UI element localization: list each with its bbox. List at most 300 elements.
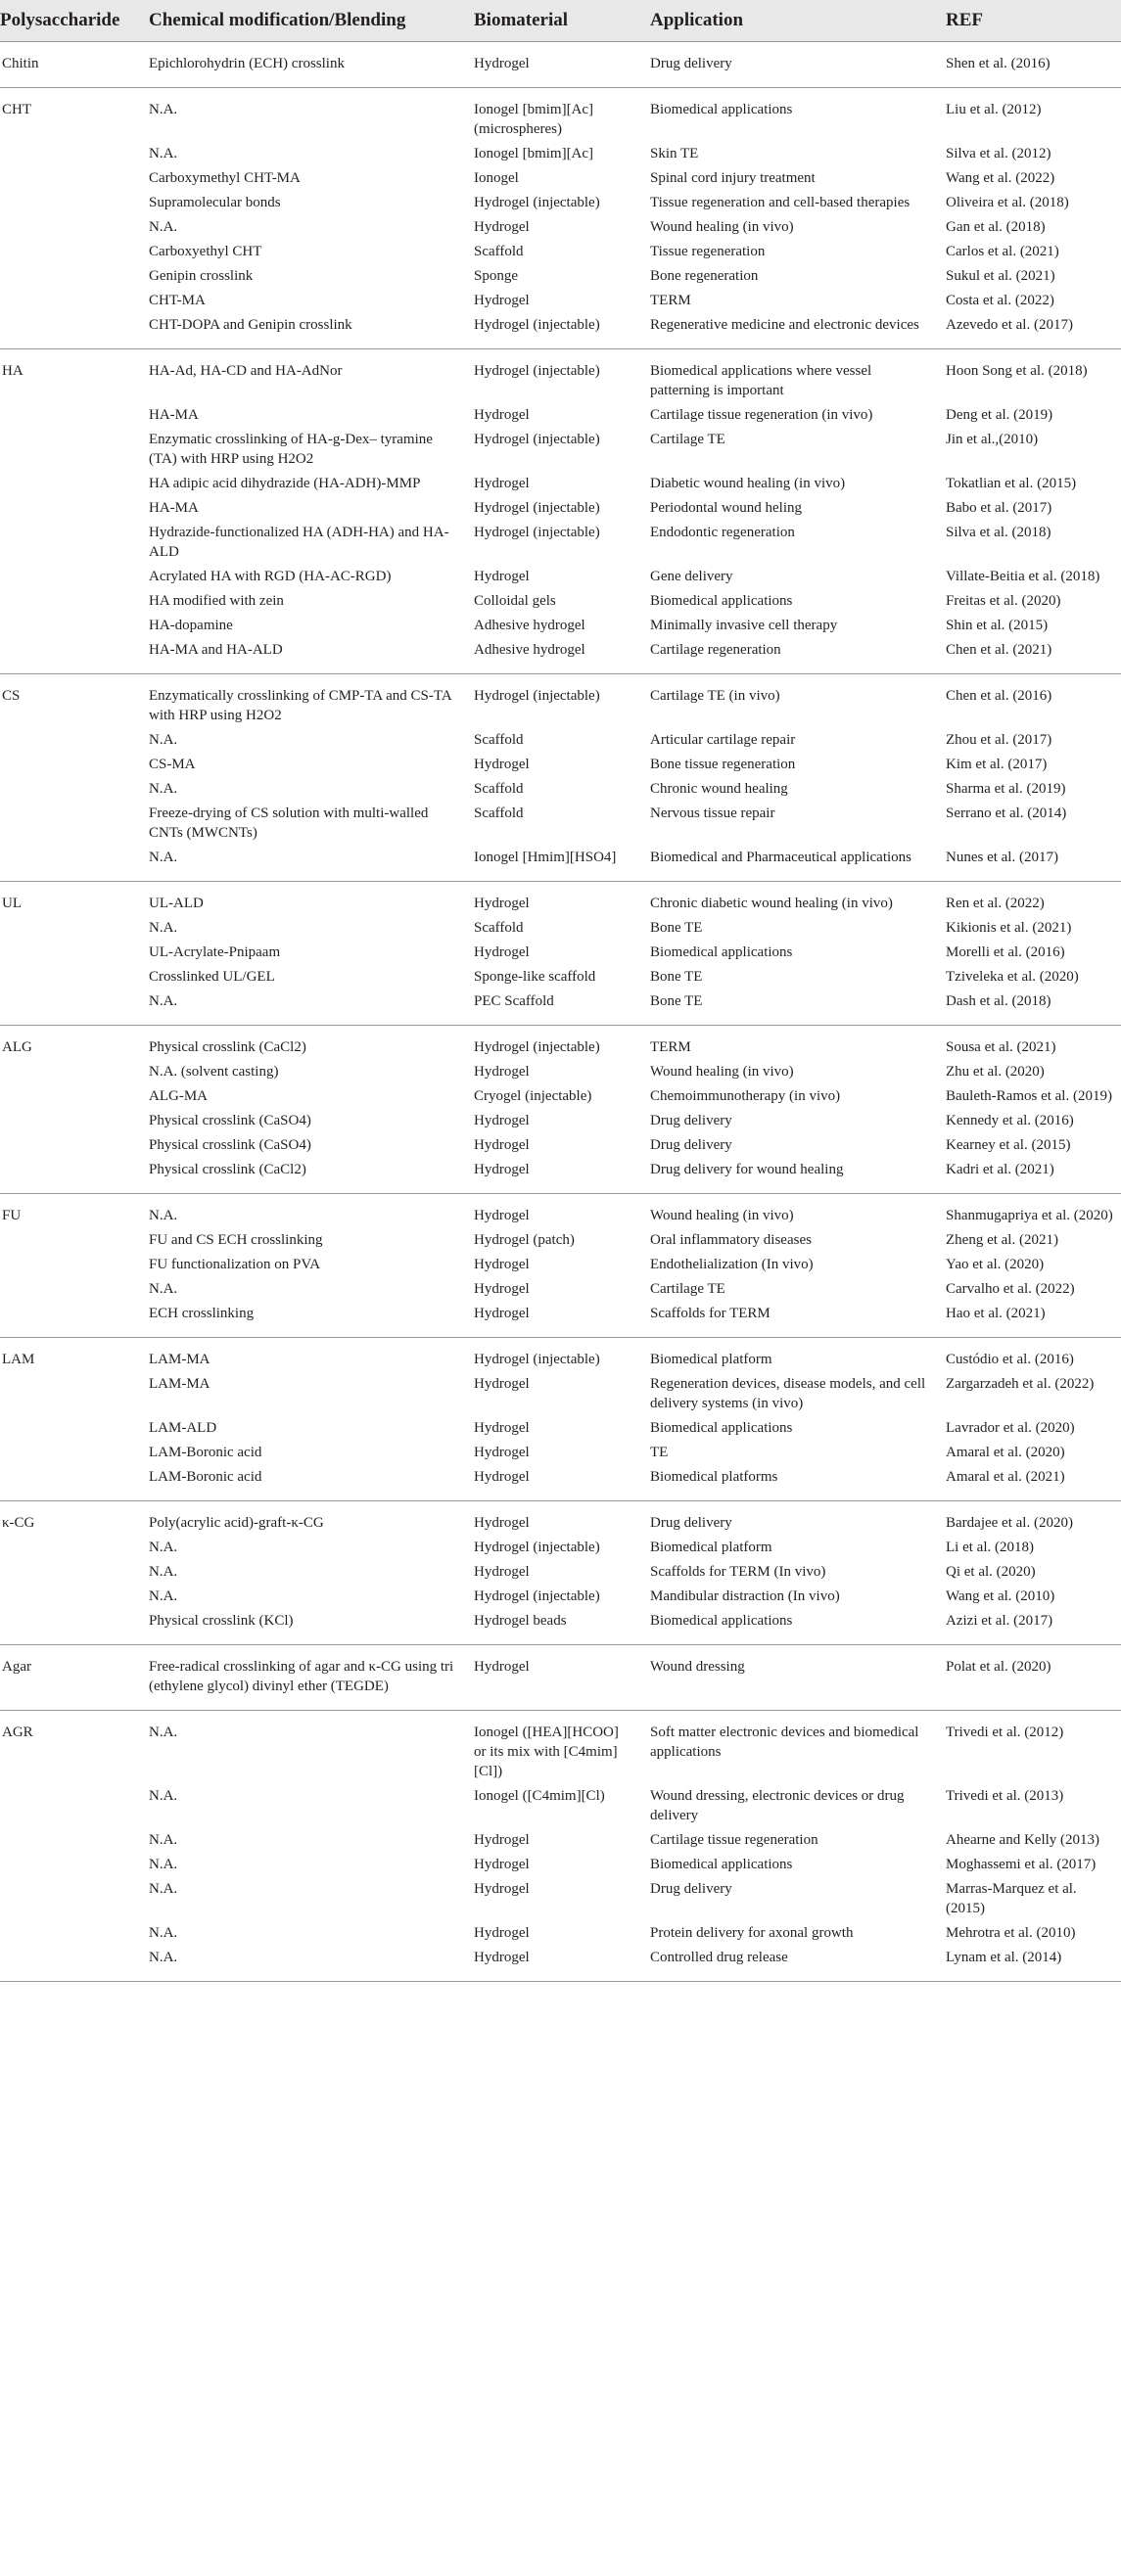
application-cell: TERM: [650, 293, 691, 308]
application-cell: Wound healing (in vivo): [650, 1208, 794, 1223]
biomaterial-cell: Hydrogel: [474, 1857, 530, 1872]
chemical-modification-cell: N.A.: [149, 920, 178, 936]
biomaterial-cell: Hydrogel (injectable): [474, 525, 600, 540]
polysaccharide-cell: HA: [2, 363, 23, 379]
table-row: [0, 589, 1121, 614]
biomaterial-cell: Hydrogel: [474, 1420, 530, 1436]
chemical-modification-cell: HA-Ad, HA-CD and HA-AdNor: [149, 363, 343, 379]
ref-cell: Zhou et al. (2017): [946, 732, 1052, 748]
table-row: [0, 965, 1121, 989]
header-chemical-modification: Chemical modification/Blending: [137, 0, 462, 42]
biomaterial-cell: Hydrogel: [474, 1257, 530, 1272]
ref-cell: Kikionis et al. (2021): [946, 920, 1072, 936]
table-row: [0, 349, 1121, 404]
polysaccharide-cell: LAM: [2, 1352, 35, 1367]
chemical-modification-cell: HA adipic acid dihydrazide (HA-ADH)-MMP: [149, 476, 421, 491]
polysaccharide-cell: [0, 403, 137, 428]
polysaccharide-cell: Chitin: [2, 56, 39, 71]
chemical-modification-cell: Genipin crosslink: [149, 268, 254, 284]
ref-cell: Serrano et al. (2014): [946, 805, 1067, 821]
chemical-modification-cell: FU and CS ECH crosslinking: [149, 1232, 323, 1248]
application-cell: Biomedical applications: [650, 1613, 793, 1629]
application-cell: TERM: [650, 1039, 691, 1055]
chemical-modification-cell: Carboxymethyl CHT-MA: [149, 170, 301, 186]
chemical-modification-cell: Poly(acrylic acid)-graft-κ-CG: [149, 1515, 324, 1531]
chemical-modification-cell: Carboxyethyl CHT: [149, 244, 262, 259]
polysaccharide-cell: [0, 1253, 137, 1277]
biomaterial-cell: Hydrogel (injectable): [474, 1540, 600, 1555]
biomaterial-cell: Hydrogel: [474, 896, 530, 911]
chemical-modification-cell: Physical crosslink (CaSO4): [149, 1137, 311, 1153]
polysaccharide-cell: AGR: [2, 1725, 33, 1740]
application-cell: Nervous tissue repair: [650, 805, 775, 821]
polysaccharide-cell: [0, 1828, 137, 1853]
application-cell: Bone TE: [650, 993, 703, 1009]
biomaterial-cell: Hydrogel: [474, 1469, 530, 1485]
polysaccharide-cell: [0, 496, 137, 521]
table-row: [0, 753, 1121, 777]
chemical-modification-cell: N.A.: [149, 850, 178, 865]
application-cell: Cartilage TE (in vivo): [650, 688, 780, 704]
chemical-modification-cell: Physical crosslink (CaCl2): [149, 1162, 306, 1177]
polysaccharide-cell: [0, 1109, 137, 1133]
polysaccharide-cell: [0, 1877, 137, 1921]
application-cell: Regenerative medicine and electronic devices: [650, 317, 919, 333]
polysaccharide-cell: [0, 565, 137, 589]
ref-cell: Moghassemi et al. (2017): [946, 1857, 1097, 1872]
chemical-modification-cell: LAM-Boronic acid: [149, 1445, 262, 1460]
ref-cell: Villate-Beitia et al. (2018): [946, 569, 1100, 584]
table-row: [0, 1946, 1121, 1982]
chemical-modification-cell: Freeze-drying of CS solution with multi-walled CNTs (MWCNTs): [149, 805, 429, 841]
application-cell: Biomedical applications: [650, 1857, 793, 1872]
ref-cell: Zargarzadeh et al. (2022): [946, 1376, 1095, 1392]
chemical-modification-cell: N.A.: [149, 1208, 178, 1223]
table-row: [0, 403, 1121, 428]
application-cell: Drug delivery: [650, 1881, 732, 1897]
chemical-modification-cell: UL-Acrylate-Pnipaam: [149, 944, 281, 960]
table-row: [0, 802, 1121, 846]
table-row: [0, 1585, 1121, 1609]
table-row: [0, 191, 1121, 215]
ref-cell: Wang et al. (2010): [946, 1588, 1055, 1604]
header-biomaterial: Biomaterial: [462, 0, 638, 42]
application-cell: Chemoimmunotherapy (in vivo): [650, 1088, 841, 1104]
table-row: [0, 989, 1121, 1026]
ref-cell: Hao et al. (2021): [946, 1306, 1046, 1321]
biomaterial-cell: Adhesive hydrogel: [474, 642, 585, 658]
polysaccharide-cell: [0, 215, 137, 240]
table-row: [0, 728, 1121, 753]
polysaccharide-cell: [0, 965, 137, 989]
biomaterial-cell: Cryogel (injectable): [474, 1088, 592, 1104]
table-row: [0, 916, 1121, 941]
polysaccharide-cell: [0, 1609, 137, 1645]
chemical-modification-cell: Physical crosslink (CaCl2): [149, 1039, 306, 1055]
table-row: [0, 1784, 1121, 1828]
application-cell: Bone tissue regeneration: [650, 757, 796, 772]
ref-cell: Trivedi et al. (2013): [946, 1788, 1064, 1804]
ref-cell: Sousa et al. (2021): [946, 1039, 1056, 1055]
table-row: [0, 1416, 1121, 1441]
application-cell: Drug delivery: [650, 1113, 732, 1128]
table-row: [0, 1560, 1121, 1585]
ref-cell: Ren et al. (2022): [946, 896, 1045, 911]
chemical-modification-cell: Supramolecular bonds: [149, 195, 281, 210]
biomaterial-cell: Hydrogel: [474, 1564, 530, 1580]
biomaterial-cell: Scaffold: [474, 920, 524, 936]
table-row: [0, 1277, 1121, 1302]
header-ref: REF: [934, 0, 1121, 42]
polysaccharide-cell: [0, 428, 137, 472]
application-cell: Articular cartilage repair: [650, 732, 796, 748]
table-row: [0, 1228, 1121, 1253]
biomaterial-cell: Hydrogel: [474, 219, 530, 235]
polysaccharide-cell: [0, 802, 137, 846]
application-cell: Biomedical applications: [650, 593, 793, 609]
biomaterial-cell: Hydrogel: [474, 569, 530, 584]
chemical-modification-cell: N.A.: [149, 993, 178, 1009]
biomaterial-cell: Hydrogel: [474, 1515, 530, 1531]
chemical-modification-cell: N.A.: [149, 1281, 178, 1297]
chemical-modification-cell: UL-ALD: [149, 896, 204, 911]
ref-cell: Chen et al. (2021): [946, 642, 1052, 658]
table-row: [0, 674, 1121, 729]
ref-cell: Amaral et al. (2021): [946, 1469, 1065, 1485]
polysaccharide-cell: [0, 589, 137, 614]
polysaccharide-cell: [0, 1441, 137, 1465]
polysaccharide-cell: [0, 1084, 137, 1109]
ref-cell: Qi et al. (2020): [946, 1564, 1036, 1580]
biomaterial-cell: Ionogel [Hmim][HSO4]: [474, 850, 617, 865]
table-row: [0, 614, 1121, 638]
table-row: [0, 1026, 1121, 1061]
ref-cell: Freitas et al. (2020): [946, 593, 1061, 609]
table-row: [0, 472, 1121, 496]
polysaccharide-cell: CS: [2, 688, 21, 704]
polysaccharide-cell: [0, 1372, 137, 1416]
application-cell: Chronic diabetic wound healing (in vivo): [650, 896, 893, 911]
table-row: [0, 1133, 1121, 1158]
table-body: [0, 42, 1121, 1982]
biomaterial-cell: Hydrogel: [474, 1925, 530, 1941]
chemical-modification-cell: ALG-MA: [149, 1088, 208, 1104]
polysaccharide-cell: [0, 289, 137, 313]
application-cell: Cartilage tissue regeneration: [650, 1832, 818, 1848]
chemical-modification-cell: LAM-ALD: [149, 1420, 217, 1436]
table-row: [0, 1253, 1121, 1277]
chemical-modification-cell: N.A.: [149, 219, 178, 235]
table-row: [0, 1302, 1121, 1338]
table-row: [0, 142, 1121, 166]
application-cell: Minimally invasive cell therapy: [650, 618, 838, 633]
ref-cell: Carlos et al. (2021): [946, 244, 1059, 259]
biomaterial-cell: Ionogel [bmim][Ac]: [474, 146, 594, 161]
application-cell: Drug delivery: [650, 1137, 732, 1153]
chemical-modification-cell: N.A.: [149, 102, 178, 117]
chemical-modification-cell: HA modified with zein: [149, 593, 284, 609]
biomaterial-cell: Hydrogel: [474, 1832, 530, 1848]
ref-cell: Tziveleka et al. (2020): [946, 969, 1079, 985]
chemical-modification-cell: N.A.: [149, 1725, 178, 1740]
chemical-modification-cell: CHT-DOPA and Genipin crosslink: [149, 317, 352, 333]
polysaccharide-cell: [0, 1133, 137, 1158]
biomaterial-cell: Hydrogel (injectable): [474, 1039, 600, 1055]
polysaccharide-cell: [0, 1585, 137, 1609]
ref-cell: Oliveira et al. (2018): [946, 195, 1069, 210]
table-row: [0, 1441, 1121, 1465]
biomaterial-cell: Hydrogel (injectable): [474, 1588, 600, 1604]
ref-cell: Polat et al. (2020): [946, 1659, 1051, 1675]
polysaccharide-cell: ALG: [2, 1039, 32, 1055]
ref-cell: Chen et al. (2016): [946, 688, 1052, 704]
polysaccharide-cell: [0, 614, 137, 638]
application-cell: Scaffolds for TERM: [650, 1306, 771, 1321]
biomaterial-cell: Hydrogel: [474, 1208, 530, 1223]
polysaccharide-cell: [0, 1228, 137, 1253]
application-cell: Oral inflammatory diseases: [650, 1232, 812, 1248]
biomaterial-cell: Hydrogel: [474, 1064, 530, 1080]
table-row: [0, 1372, 1121, 1416]
application-cell: Cartilage regeneration: [650, 642, 781, 658]
application-cell: Biomedical platform: [650, 1352, 772, 1367]
table-row: [0, 1853, 1121, 1877]
chemical-modification-cell: CHT-MA: [149, 293, 206, 308]
biomaterial-cell: Hydrogel (injectable): [474, 1352, 600, 1367]
header-row: [0, 0, 1121, 42]
chemical-modification-cell: Free-radical crosslinking of agar and κ-CG using tri (ethylene glycol) divinyl ether (TEGDE): [149, 1659, 454, 1694]
application-cell: Spinal cord injury treatment: [650, 170, 816, 186]
table-row: [0, 289, 1121, 313]
chemical-modification-cell: N.A.: [149, 146, 178, 161]
ref-cell: Sukul et al. (2021): [946, 268, 1055, 284]
polysaccharide-cell: Agar: [2, 1659, 31, 1675]
polysaccharide-cell: [0, 472, 137, 496]
table-row: [0, 777, 1121, 802]
table-row: [0, 1921, 1121, 1946]
application-cell: Wound dressing: [650, 1659, 745, 1675]
application-cell: Bone TE: [650, 920, 703, 936]
application-cell: Endodontic regeneration: [650, 525, 795, 540]
polysaccharide-cell: [0, 1853, 137, 1877]
chemical-modification-cell: ECH crosslinking: [149, 1306, 255, 1321]
polysaccharide-cell: [0, 166, 137, 191]
chemical-modification-cell: N.A.: [149, 1540, 178, 1555]
biomaterial-cell: Hydrogel (injectable): [474, 363, 600, 379]
chemical-modification-cell: Acrylated HA with RGD (HA-AC-RGD): [149, 569, 392, 584]
ref-cell: Silva et al. (2012): [946, 146, 1051, 161]
application-cell: Soft matter electronic devices and biomedical applications: [650, 1725, 919, 1760]
application-cell: Drug delivery: [650, 56, 732, 71]
polysaccharide-cell: UL: [2, 896, 22, 911]
biomaterial-cell: Hydrogel: [474, 1659, 530, 1675]
ref-cell: Azizi et al. (2017): [946, 1613, 1053, 1629]
biomaterial-cell: Ionogel [bmim][Ac] (microspheres): [474, 102, 594, 137]
application-cell: Mandibular distraction (In vivo): [650, 1588, 840, 1604]
biomaterial-cell: Hydrogel: [474, 476, 530, 491]
biomaterial-cell: Hydrogel: [474, 1306, 530, 1321]
application-cell: Periodontal wound heling: [650, 500, 802, 516]
chemical-modification-cell: N.A.: [149, 1564, 178, 1580]
chemical-modification-cell: N.A.: [149, 781, 178, 797]
application-cell: TE: [650, 1445, 669, 1460]
polysaccharide-cell: [0, 777, 137, 802]
chemical-modification-cell: Hydrazide-functionalized HA (ADH-HA) and HA-ALD: [149, 525, 449, 560]
biomaterial-cell: Hydrogel: [474, 293, 530, 308]
table-row: [0, 941, 1121, 965]
polysaccharide-cell: [0, 1416, 137, 1441]
polysaccharide-cell: [0, 1946, 137, 1982]
polysaccharide-cell: [0, 638, 137, 674]
chemical-modification-cell: N.A.: [149, 1832, 178, 1848]
chemical-modification-cell: Epichlorohydrin (ECH) crosslink: [149, 56, 345, 71]
table-row: [0, 1711, 1121, 1785]
chemical-modification-cell: LAM-MA: [149, 1352, 210, 1367]
ref-cell: Babo et al. (2017): [946, 500, 1052, 516]
biomaterial-cell: Hydrogel: [474, 56, 530, 71]
biomaterial-cell: Hydrogel: [474, 407, 530, 423]
biomaterial-cell: Hydrogel: [474, 1445, 530, 1460]
application-cell: Controlled drug release: [650, 1950, 788, 1965]
biomaterial-cell: Hydrogel (patch): [474, 1232, 575, 1248]
biomaterial-cell: Hydrogel: [474, 1376, 530, 1392]
biomaterial-cell: Scaffold: [474, 805, 524, 821]
chemical-modification-cell: Crosslinked UL/GEL: [149, 969, 275, 985]
ref-cell: Azevedo et al. (2017): [946, 317, 1073, 333]
polysaccharide-cell: CHT: [2, 102, 31, 117]
ref-cell: Kennedy et al. (2016): [946, 1113, 1074, 1128]
table-row: [0, 1645, 1121, 1711]
ref-cell: Dash et al. (2018): [946, 993, 1051, 1009]
table-row: [0, 166, 1121, 191]
table-row: [0, 428, 1121, 472]
ref-cell: Costa et al. (2022): [946, 293, 1054, 308]
ref-cell: Bauleth-Ramos et al. (2019): [946, 1088, 1112, 1104]
polysaccharide-cell: [0, 1060, 137, 1084]
ref-cell: Nunes et al. (2017): [946, 850, 1058, 865]
polysaccharide-cell: FU: [2, 1208, 22, 1223]
chemical-modification-cell: HA-MA and HA-ALD: [149, 642, 283, 658]
ref-cell: Li et al. (2018): [946, 1540, 1034, 1555]
biomaterial-cell: Hydrogel: [474, 1281, 530, 1297]
ref-cell: Hoon Song et al. (2018): [946, 363, 1088, 379]
application-cell: Biomedical applications: [650, 1420, 793, 1436]
chemical-modification-cell: Physical crosslink (CaSO4): [149, 1113, 311, 1128]
biomaterial-cell: Scaffold: [474, 244, 524, 259]
polysaccharide-cell: [0, 1465, 137, 1501]
chemical-modification-cell: Physical crosslink (KCl): [149, 1613, 294, 1629]
biomaterial-cell: Ionogel ([C4mim][Cl): [474, 1788, 605, 1804]
chemical-modification-cell: N.A. (solvent casting): [149, 1064, 279, 1080]
ref-cell: Kadri et al. (2021): [946, 1162, 1054, 1177]
chemical-modification-cell: CS-MA: [149, 757, 196, 772]
polysaccharide-cell: [0, 1158, 137, 1194]
biomaterial-cell: Hydrogel (injectable): [474, 688, 600, 704]
biomaterial-cell: Sponge: [474, 268, 518, 284]
application-cell: Drug delivery: [650, 1515, 732, 1531]
table-row: [0, 1338, 1121, 1373]
ref-cell: Gan et al. (2018): [946, 219, 1046, 235]
polysaccharide-cell: [0, 753, 137, 777]
table-row: [0, 521, 1121, 565]
chemical-modification-cell: N.A.: [149, 1857, 178, 1872]
table-row: [0, 1536, 1121, 1560]
biomaterial-cell: Hydrogel: [474, 1113, 530, 1128]
ref-cell: Sharma et al. (2019): [946, 781, 1066, 797]
ref-cell: Kim et al. (2017): [946, 757, 1048, 772]
polysaccharide-cell: [0, 264, 137, 289]
polysaccharide-cell: [0, 728, 137, 753]
table-row: [0, 264, 1121, 289]
table-row: [0, 240, 1121, 264]
ref-cell: Liu et al. (2012): [946, 102, 1042, 117]
polysaccharide-cell: [0, 191, 137, 215]
chemical-modification-cell: N.A.: [149, 1788, 178, 1804]
table-row: [0, 215, 1121, 240]
application-cell: Wound healing (in vivo): [650, 1064, 794, 1080]
application-cell: Chronic wound healing: [650, 781, 788, 797]
header-polysaccharide: Polysaccharide: [0, 0, 137, 42]
application-cell: Biomedical applications: [650, 944, 793, 960]
ref-cell: Kearney et al. (2015): [946, 1137, 1071, 1153]
application-cell: Regeneration devices, disease models, and cell delivery systems (in vivo): [650, 1376, 926, 1411]
ref-cell: Yao et al. (2020): [946, 1257, 1045, 1272]
biomaterial-cell: Colloidal gels: [474, 593, 556, 609]
biomaterial-cell: Scaffold: [474, 732, 524, 748]
chemical-modification-cell: Enzymatic crosslinking of HA-g-Dex– tyramine (TA) with HRP using H2O2: [149, 432, 433, 467]
biomaterial-cell: Hydrogel (injectable): [474, 500, 600, 516]
table-row: [0, 638, 1121, 674]
table-row: [0, 1465, 1121, 1501]
ref-cell: Lavrador et al. (2020): [946, 1420, 1075, 1436]
application-cell: Biomedical applications where vessel patterning is important: [650, 363, 872, 398]
chemical-modification-cell: N.A.: [149, 732, 178, 748]
ref-cell: Custódio et al. (2016): [946, 1352, 1074, 1367]
ref-cell: Deng et al. (2019): [946, 407, 1053, 423]
application-cell: Skin TE: [650, 146, 699, 161]
biomaterial-cell: Hydrogel: [474, 1137, 530, 1153]
table-row: [0, 1109, 1121, 1133]
application-cell: Biomedical applications: [650, 102, 793, 117]
application-cell: Gene delivery: [650, 569, 733, 584]
biomaterial-cell: Adhesive hydrogel: [474, 618, 585, 633]
polysaccharide-cell: [0, 1921, 137, 1946]
ref-cell: Trivedi et al. (2012): [946, 1725, 1064, 1740]
ref-cell: Ahearne and Kelly (2013): [946, 1832, 1100, 1848]
biomaterial-cell: Scaffold: [474, 781, 524, 797]
table-row: [0, 846, 1121, 882]
chemical-modification-cell: Enzymatically crosslinking of CMP-TA and CS-TA with HRP using H2O2: [149, 688, 451, 723]
table-row: [0, 565, 1121, 589]
application-cell: Wound healing (in vivo): [650, 219, 794, 235]
biomaterial-cell: Hydrogel beads: [474, 1613, 567, 1629]
application-cell: Wound dressing, electronic devices or drug delivery: [650, 1788, 905, 1823]
biomaterial-cell: Hydrogel (injectable): [474, 195, 600, 210]
biomaterial-cell: Ionogel ([HEA][HCOO] or its mix with [C4mim][Cl]): [474, 1725, 619, 1779]
polysaccharide-cell: [0, 313, 137, 349]
application-cell: Cartilage tissue regeneration (in vivo): [650, 407, 873, 423]
polysaccharide-cell: [0, 1560, 137, 1585]
table-row: [0, 1194, 1121, 1229]
header-application: Application: [638, 0, 934, 42]
ref-cell: Zhu et al. (2020): [946, 1064, 1045, 1080]
ref-cell: Amaral et al. (2020): [946, 1445, 1065, 1460]
ref-cell: Shin et al. (2015): [946, 618, 1049, 633]
chemical-modification-cell: LAM-MA: [149, 1376, 210, 1392]
table-row: [0, 1084, 1121, 1109]
chemical-modification-cell: N.A.: [149, 1950, 178, 1965]
application-cell: Tissue regeneration and cell-based therapies: [650, 195, 911, 210]
